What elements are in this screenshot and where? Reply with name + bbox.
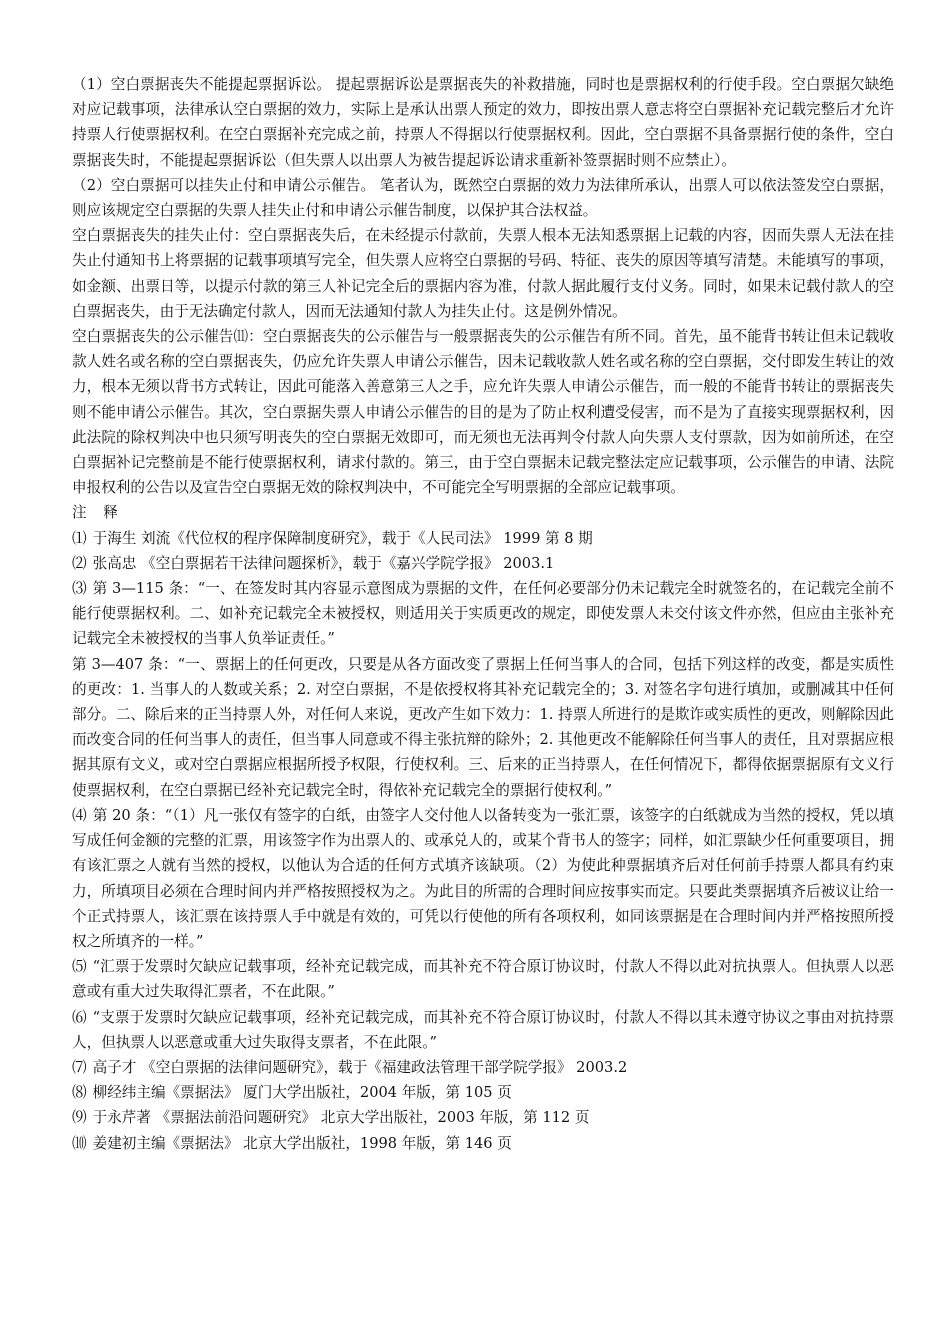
note-text: 第 3—407 条：“一、票据上的任何更改，只要是从各方面改变了票据上任何当事人的合同，包括下列这样的改变，都是实质性的更改：1. 当事人的人数或关系；2. 对空白票据，不是依授权将其补充记载完全的；3. 对签名字句进行填加，或删减其中任何部分。二、除后来的正当持票人外，对任何人来说，更改产生如下效力：1. 持票人所进行的是欺诈或实质性的更改，则解除因此而改变合同的任何当事人的责任，但当事人同意或不得主张抗辩的除外；2. 其他更改不能解除任何当事人的责任，且对票据应根据其原有文义，或对空白票据应根据所授予权限，行使权利。三、后来的正当持票人，在任何情况下，都得依据票据原有文义行使票据权利，在空白票据已经补充记载完全时，得依补充记载完全的票据行使权利。”: [72, 655, 894, 799]
note-item: [72, 1131, 894, 1156]
note-item: [72, 551, 894, 576]
note-marker: ⑴: [72, 529, 87, 547]
note-item: [72, 803, 894, 954]
note-marker: ⑸: [72, 958, 87, 976]
note-text: 张高忠 《空白票据若干法律问题探析》，载于《嘉兴学院学报》 2003.1: [92, 554, 555, 572]
note-text: 姜建初主编《票据法》 北京大学出版社，1998 年版，第 146 页: [92, 1134, 512, 1152]
note-item: [72, 652, 894, 803]
note-text: “支票于发票时欠缺应记载事项，经补充记载完成，而其补充不符合原订协议时，付款人不得以其未遵守协议之事由对抗持票人，但执票人以恶意或重大过失取得支票者，不在此限。”: [72, 1008, 894, 1051]
body-paragraph: 空白票据丧失的公示催告⑾：空白票据丧失的公示催告与一般票据丧失的公示催告有所不同。首先，虽不能背书转让但未记载收款人姓名或名称的空白票据丧失，仍应允许失票人申请公示催告，因未记载收款人姓名或名称的空白票据，交付即发生转让的效力，根本无须以背书方式转让，因此可能落入善意第三人之手，应允许失票人申请公示催告，而一般的不能背书转让的票据丧失则不能申请公示催告。其次，空白票据失票人申请公示催告的目的是为了防止权利遭受侵害，而不是为了直接实现票据权利，因此法院的除权判决中也只须写明丧失的空白票据无效即可，而无须也无法再判令付款人向失票人支付票款，因为如前所述，在空白票据补记完整前是不能行使票据权利，请求付款的。第三，由于空白票据未记载完整法定应记载事项，公示催告的申请、法院申报权利的公告以及宣告空白票据无效的除权判决中，不可能完全写明票据的全部应记载事项。: [72, 328, 894, 497]
body-paragraph: 空白票据丧失的挂失止付：空白票据丧失后，在未经提示付款前，失票人根本无法知悉票据上记载的内容，因而失票人无法在挂失止付通知书上将票据的记载事项填写完全，但失票人应将空白票据的号码、特征、丧失的原因等填写清楚。未能填写的事项，如金额、出票日等，以提示付款的第三人补记完全后的票据内容为准，付款人据此履行支付义务。同时，如果未记载付款人的空白票据丧失，由于无法确定付款人，因而无法通知付款人为挂失止付。这是例外情况。: [72, 227, 894, 320]
document-page: [72, 72, 894, 1156]
body-paragraph: （1）空白票据丧失不能提起票据诉讼。 提起票据诉讼是票据丧失的补救措施，同时也是票据权利的行使手段。空白票据欠缺绝对应记载事项，法律承认空白票据的效力，实际上是承认出票人预定的效力，即按出票人意志将空白票据补充记载完整后才允许持票人行使票据权利。在空白票据补充完成之前，持票人不得据以行使票据权利。因此，空白票据不具备票据行使的条件，空白票据丧失时，不能提起票据诉讼（但失票人以出票人为被告提起诉讼请求重新补签票据时则不应禁止）。: [72, 76, 894, 169]
note-item: [72, 576, 894, 652]
note-text: 柳经纬主编《票据法》 厦门大学出版社，2004 年版，第 105 页: [92, 1084, 512, 1102]
note-marker: ⑼: [72, 1109, 87, 1127]
note-item: [72, 526, 894, 551]
note-marker: ⑺: [72, 1058, 87, 1076]
note-text: 于永芹著 《票据法前沿问题研究》 北京大学出版社，2003 年版，第 112 页: [92, 1109, 590, 1127]
note-text: 第 3—115 条：“一、在签发时其内容显示意图成为票据的文件，在任何必要部分仍未记载完全时就签名的，在记载完全前不能行使票据权利。二、如补充记载完全未被授权，则适用关于实质更改的规定，即使发票人未交付该文件亦然，但应由主张补充记载完全未被授权的当事人负举证责任。”: [72, 580, 894, 648]
note-marker: ⑵: [72, 554, 87, 572]
note-marker: ⑻: [72, 1084, 87, 1102]
note-text: 第 20 条：“（1）凡一张仅有签字的白纸，由签字人交付他人以备转变为一张汇票，该签字的白纸就成为当然的授权，凭以填写成任何金额的完整的汇票，用该签字作为出票人的、或承兑人的，或某个背书人的签字；同样，如汇票缺少任何重要项目，拥有该汇票之人就有当然的授权，以他认为合适的任何方式填齐该缺项。（2）为使此种票据填齐后对任何前手持票人都具有约束力，所填项目必须在合理时间内并严格按照授权为之。为此目的所需的合理时间应按事实而定。只要此类票据填齐后被议让给一个正式持票人，该汇票在该持票人手中就是有效的，可凭以行使他的所有各项权利，如同该票据是在合理时间内并严格按照所授权之所填齐的一样。”: [72, 806, 894, 950]
note-marker: ⑶: [72, 580, 87, 598]
note-item: [72, 1080, 894, 1105]
note-marker: ⑹: [72, 1008, 87, 1026]
note-text: 于海生 刘流《代位权的程序保障制度研究》，载于《人民司法》 1999 第 8 期: [92, 529, 593, 547]
note-marker: ⑷: [72, 806, 87, 824]
note-item: [72, 1105, 894, 1130]
notes-heading: 注 释: [72, 504, 124, 522]
body-paragraph: （2）空白票据可以挂失止付和申请公示催告。 笔者认为，既然空白票据的效力为法律所承认，出票人可以依法签发空白票据，则应该规定空白票据的失票人挂失止付和申请公示催告制度，以保护其合法权益。: [72, 176, 894, 220]
note-text: 高子才 《空白票据的法律问题研究》，载于《福建政法管理干部学院学报》 2003.2: [92, 1058, 628, 1076]
note-item: [72, 1055, 894, 1080]
note-text: “汇票于发票时欠缺应记载事项，经补充记载完成，而其补充不符合原订协议时，付款人不得以此对抗执票人。但执票人以恶意或有重大过失取得汇票者，不在此限。”: [72, 958, 894, 1001]
note-marker: ⑽: [72, 1134, 87, 1152]
note-item: [72, 954, 894, 1004]
note-item: [72, 1005, 894, 1055]
